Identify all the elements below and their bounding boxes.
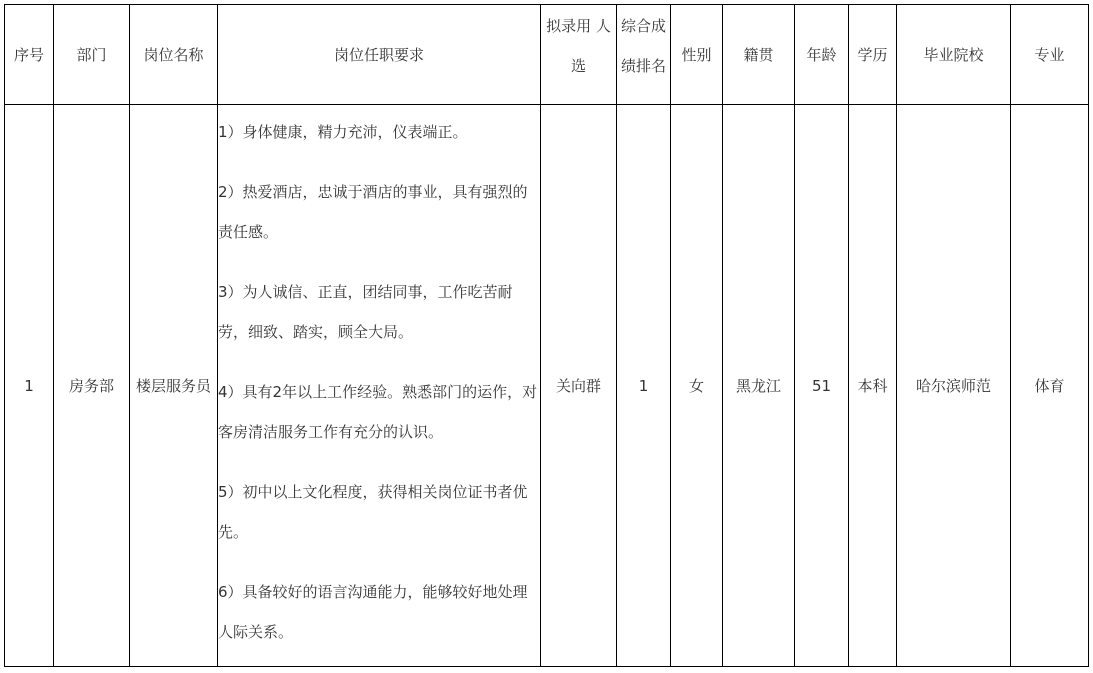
header-education: 学历: [849, 5, 897, 105]
header-position: 岗位名称: [130, 5, 218, 105]
header-gender: 性别: [671, 5, 723, 105]
table-row: [5, 105, 1089, 667]
header-department: 部门: [54, 5, 130, 105]
table-header-row: [5, 5, 1089, 105]
cell-candidate: 关向群: [541, 105, 617, 667]
header-ranking: 综合成绩排名: [617, 5, 671, 105]
cell-index: 1: [5, 105, 54, 667]
header-index: 序号: [5, 5, 54, 105]
recruitment-table: [4, 4, 1089, 667]
cell-position: 楼层服务员: [130, 105, 218, 667]
header-major: 专业: [1011, 5, 1089, 105]
requirement-item: 4）具有2年以上工作经验。熟悉部门的运作，对客房清洁服务工作有充分的认识。: [218, 383, 538, 441]
recruitment-table-container: [4, 4, 1089, 667]
cell-education: 本科: [849, 105, 897, 667]
cell-age: 51: [795, 105, 849, 667]
cell-major: 体育: [1011, 105, 1089, 667]
cell-native-place: 黑龙江: [723, 105, 795, 667]
header-candidate: 拟录用 人选: [541, 5, 617, 105]
cell-gender: 女: [671, 105, 723, 667]
cell-department: 房务部: [54, 105, 130, 667]
requirement-item: 2）热爱酒店，忠诚于酒店的事业，具有强烈的责任感。: [218, 183, 528, 241]
header-requirements: 岗位任职要求: [218, 5, 541, 105]
cell-school: 哈尔滨师范: [897, 105, 1011, 667]
requirement-item: 1）身体健康，精力充沛，仪表端正。: [218, 123, 468, 141]
cell-requirements: [218, 105, 541, 667]
requirement-item: 6）具备较好的语言沟通能力，能够较好地处理人际关系。: [218, 583, 528, 641]
header-age: 年龄: [795, 5, 849, 105]
header-native-place: 籍贯: [723, 5, 795, 105]
header-school: 毕业院校: [897, 5, 1011, 105]
requirement-item: 3）为人诚信、正直，团结同事，工作吃苦耐劳，细致、踏实，顾全大局。: [218, 283, 513, 341]
requirement-item: 5）初中以上文化程度，获得相关岗位证书者优先。: [218, 483, 528, 541]
cell-ranking: 1: [617, 105, 671, 667]
